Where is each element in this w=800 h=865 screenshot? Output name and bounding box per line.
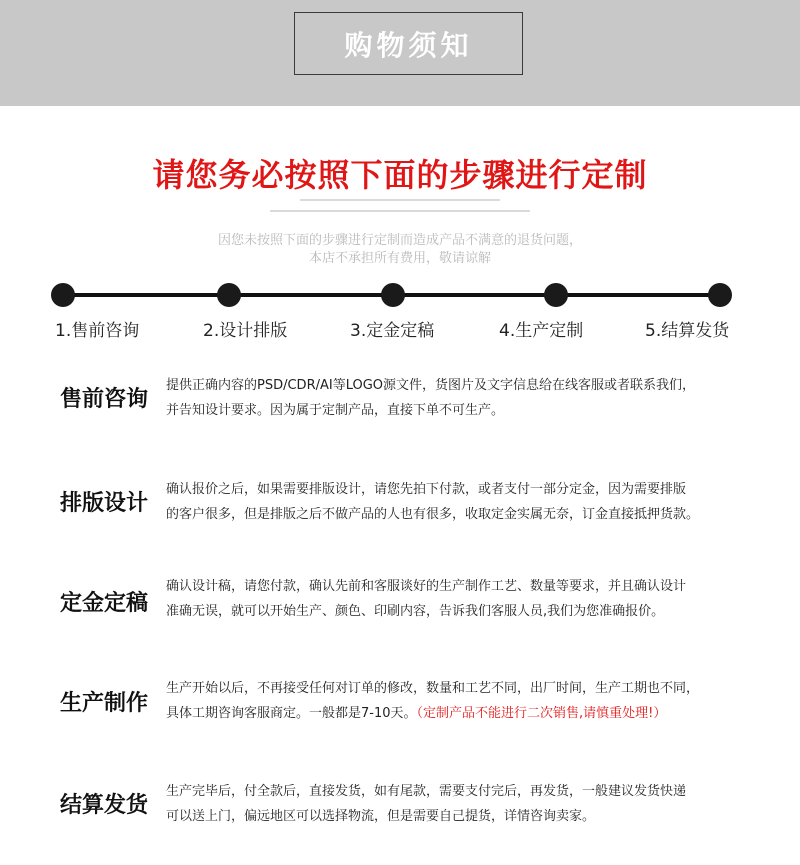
- section-title: 定金定稿: [59, 591, 148, 616]
- step-label: 3.定金定稿: [350, 321, 435, 341]
- notice-line: 本店不承担所有费用，敬请谅解: [308, 251, 491, 266]
- section-body: [166, 676, 766, 726]
- section-line: 生产完毕后，付全款后，直接发货，如有尾款，需要支付完后，再发货，一般建议发货快递: [166, 784, 687, 799]
- section-title: 结算发货: [59, 793, 148, 818]
- section-line: 可以送上门，偏远地区可以选择物流，但是需要自己提货，详情咨询卖家。: [166, 809, 596, 824]
- section-title: 排版设计: [59, 491, 148, 516]
- warning-text: （定制产品不能进行二次销售,请慎重处理!）: [416, 706, 667, 721]
- step-label: 2.设计排版: [203, 321, 288, 341]
- timeline-dot: [544, 283, 568, 307]
- section-line: 准确无误，就可以开始生产、颜色、印刷内容，告诉我们客服人员,我们为您准确报价。: [166, 604, 665, 619]
- section-line: 的客户很多，但是排版之后不做产品的人也有很多，收取定金实属无奈，订金直接抵押货款。: [166, 507, 700, 522]
- decorative-divider: [300, 199, 500, 201]
- header-title-box: [294, 12, 523, 75]
- headline: 请您务必按照下面的步骤进行定制: [152, 156, 648, 194]
- section-line: 确认设计稿，请您付款，确认先前和客服谈好的生产制作工艺、数量等要求，并且确认设计: [166, 579, 687, 594]
- section-body: [166, 477, 766, 527]
- section-line-text: 具体工期咨询客服商定。一般都是7-10天。: [166, 706, 417, 721]
- section-body: [166, 574, 766, 624]
- notice-line: 因您未按照下面的步骤进行定制而造成产品不满意的退货问题，: [217, 233, 582, 248]
- decorative-divider: [270, 210, 530, 212]
- section-line: 确认报价之后，如果需要排版设计，请您先拍下付款，或者支付一部分定金，因为需要排版: [166, 482, 687, 497]
- section-body: [166, 373, 766, 423]
- timeline-dot: [217, 283, 241, 307]
- timeline-dot: [51, 283, 75, 307]
- step-label: 1.售前咨询: [55, 321, 140, 341]
- section-title: 生产制作: [59, 691, 148, 716]
- timeline-dot: [708, 283, 732, 307]
- header-band: [0, 0, 800, 106]
- section-line: 生产开始以后，不再接受任何对订单的修改，数量和工艺不同，出厂时间，生产工期也不同，: [166, 681, 700, 696]
- section-line: 并告知设计要求。因为属于定制产品，直接下单不可生产。: [166, 403, 505, 418]
- section-line: 提供正确内容的PSD/CDR/AI等LOGO源文件，货图片及文字信息给在线客服或者联系我们，: [166, 378, 696, 393]
- timeline-dot: [381, 283, 405, 307]
- section-body: [166, 779, 766, 829]
- section-line: [166, 701, 766, 726]
- step-label: 5.结算发货: [645, 321, 730, 341]
- page-title: 购物须知: [344, 28, 473, 62]
- step-label: 4.生产定制: [499, 321, 584, 341]
- section-title: 售前咨询: [59, 387, 148, 412]
